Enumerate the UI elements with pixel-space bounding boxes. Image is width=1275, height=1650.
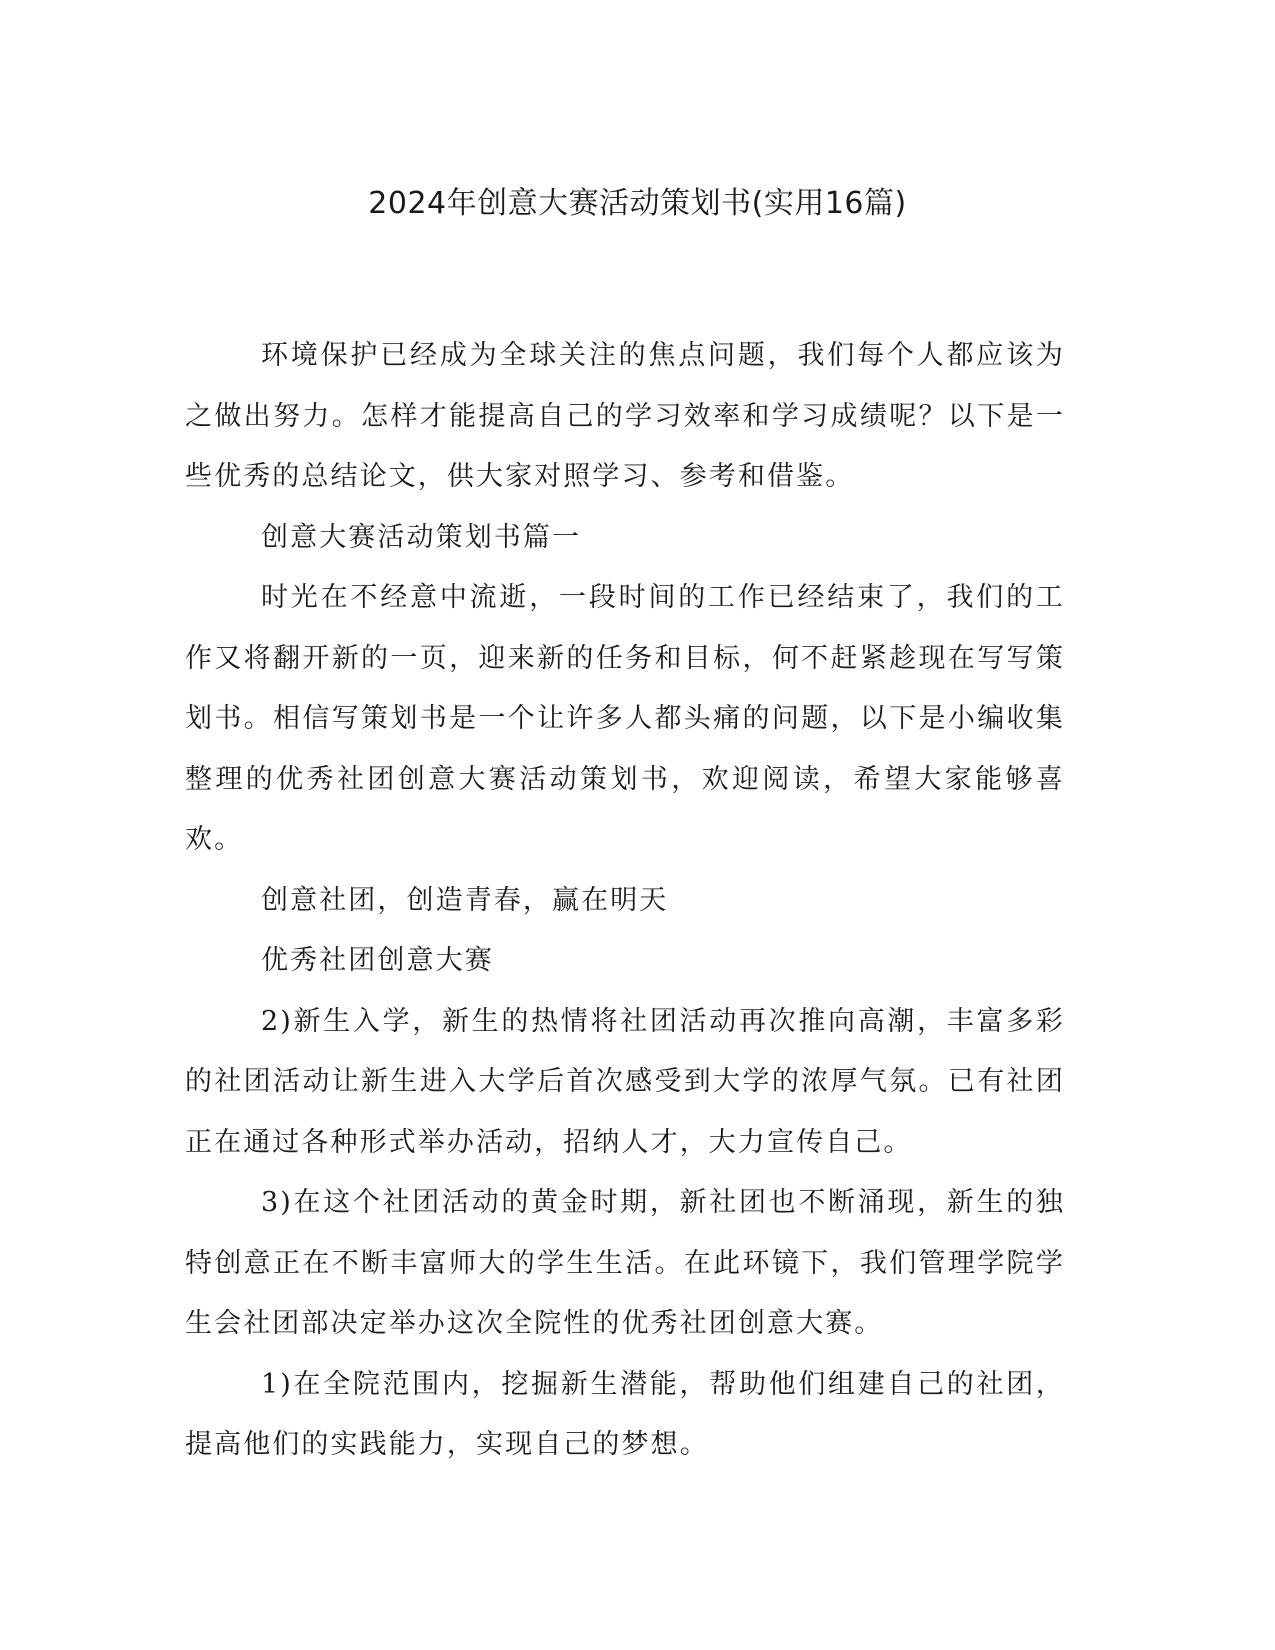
intro-paragraph: 环境保护已经成为全球关注的焦点问题，我们每个人都应该为之做出努力。怎样才能提高自己的学习效率和学习成绩呢？以下是一些优秀的总结论文，供大家对照学习、参考和借鉴。 xyxy=(185,340,1065,492)
event-name-line: 优秀社团创意大赛 xyxy=(261,945,494,976)
slogan-line: 创意社团，创造青春，赢在明天 xyxy=(261,884,669,916)
body-paragraph: 时光在不经意中流逝，一段时间的工作已经结束了，我们的工作又将翻开新的一页，迎来新的任务和目标，何不赶紧趁现在写写策划书。相信写策划书是一个让许多人都头痛的问题，以下是小编收集整理的优秀社团创意大赛活动策划书，欢迎阅读，希望大家能够喜欢。 xyxy=(185,582,1065,855)
document-title: 2024年创意大赛活动策划书(实用16篇) xyxy=(368,186,907,221)
document-body xyxy=(185,326,1065,1476)
section-heading: 创意大赛活动策划书篇一 xyxy=(261,521,582,553)
list-item-1: 1)在全院范围内，挖掘新生潜能，帮助他们组建自己的社团，提高他们的实践能力，实现自己的梦想。 xyxy=(185,1368,1065,1460)
list-item-3: 3)在这个社团活动的黄金时期，新社团也不断涌现，新生的独特创意正在不断丰富师大的学生生活。在此环镜下，我们管理学院学生会社团部决定举办这次全院性的优秀社团创意大赛。 xyxy=(185,1187,1065,1339)
list-item-2: 2)新生入学，新生的热情将社团活动再次推向高潮，丰富多彩的社团活动让新生进入大学后首次感受到大学的浓厚气氛。已有社团正在通过各种形式举办活动，招纳人才，大力宣传自己。 xyxy=(185,1005,1065,1158)
